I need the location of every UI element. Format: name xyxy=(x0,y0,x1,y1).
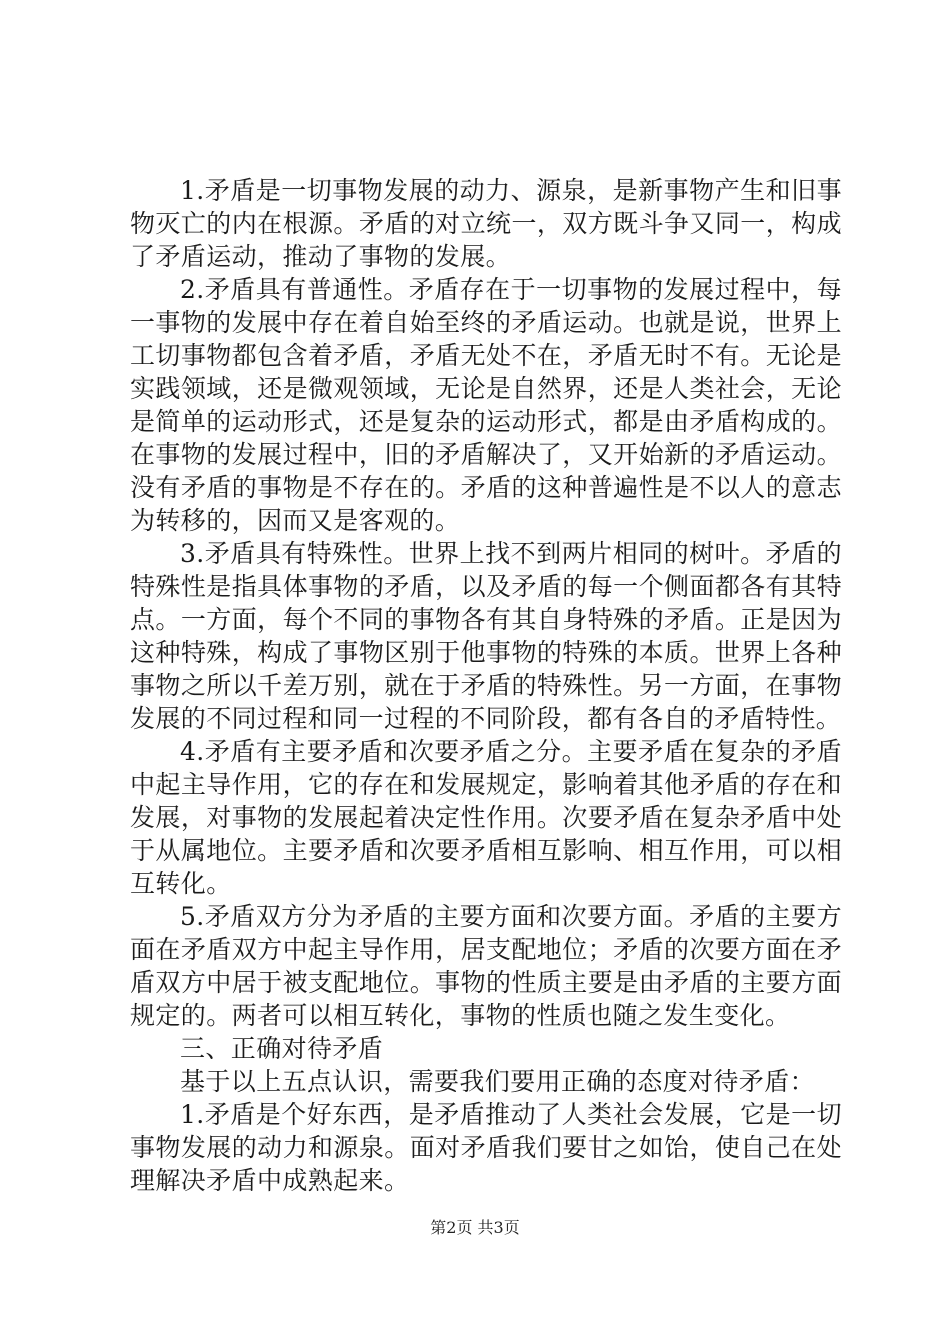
paragraph-attitude-intro: 基于以上五点认识，需要我们要用正确的态度对待矛盾： xyxy=(180,1067,816,1096)
paragraph-principal-contradiction: 4.矛盾有主要矛盾和次要矛盾之分。主要矛盾在复杂的矛盾中起主导作用，它的存在和发展规定，影响着其他矛盾的存在和发展，对事物的发展起着决定性作用。次要矛盾在复杂矛盾中处于从属地位。主要矛盾和次要矛盾相互影响、相互作用，可以相互转化。 xyxy=(130,737,842,898)
paragraph-contradiction-driving-force: 1.矛盾是一切事物发展的动力、源泉，是新事物产生和旧事物灭亡的内在根源。矛盾的对立统一，双方既斗争又同一，构成了矛盾运动，推动了事物的发展。 xyxy=(130,176,842,271)
page-number-footer: 第2页 共3页 xyxy=(430,1218,520,1237)
paragraph-universality: 2.矛盾具有普通性。矛盾存在于一切事物的发展过程中，每一事物的发展中存在着自始至终的矛盾运动。也就是说，世界上工切事物都包含着矛盾，矛盾无处不在，矛盾无时不有。无论是实践领域，还是微观领域，无论是自然界，还是人类社会，无论是简单的运动形式，还是复杂的运动形式，都是由矛盾构成的。在事物的发展过程中，旧的矛盾解决了，又开始新的矛盾运动。没有矛盾的事物是不存在的。矛盾的这种普遍性是不以人的意志为转移的，因而又是客观的。 xyxy=(130,275,842,535)
paragraph-particularity: 3.矛盾具有特殊性。世界上找不到两片相同的树叶。矛盾的特殊性是指具体事物的矛盾，以及矛盾的每一个侧面都各有其特点。一方面，每个不同的事物各有其自身特殊的矛盾。正是因为这种特殊，构成了事物区别于他事物的特殊的本质。世界上各种事物之所以千差万别，就在于矛盾的特殊性。另一方面，在事物发展的不同过程和同一过程的不同阶段，都有各自的矛盾特性。 xyxy=(130,539,842,733)
paragraph-principal-aspect: 5.矛盾双方分为矛盾的主要方面和次要方面。矛盾的主要方面在矛盾双方中起主导作用，居支配地位；矛盾的次要方面在矛盾双方中居于被支配地位。事物的性质主要是由矛盾的主要方面规定的。两者可以相互转化，事物的性质也随之发生变化。 xyxy=(130,902,842,1030)
document-body xyxy=(130,174,842,1197)
paragraph-contradiction-good-thing: 1.矛盾是个好东西，是矛盾推动了人类社会发展，它是一切事物发展的动力和源泉。面对矛盾我们要甘之如饴，使自己在处理解决矛盾中成熟起来。 xyxy=(130,1100,842,1195)
section-heading-treat-contradictions: 三、正确对待矛盾 xyxy=(180,1034,384,1063)
